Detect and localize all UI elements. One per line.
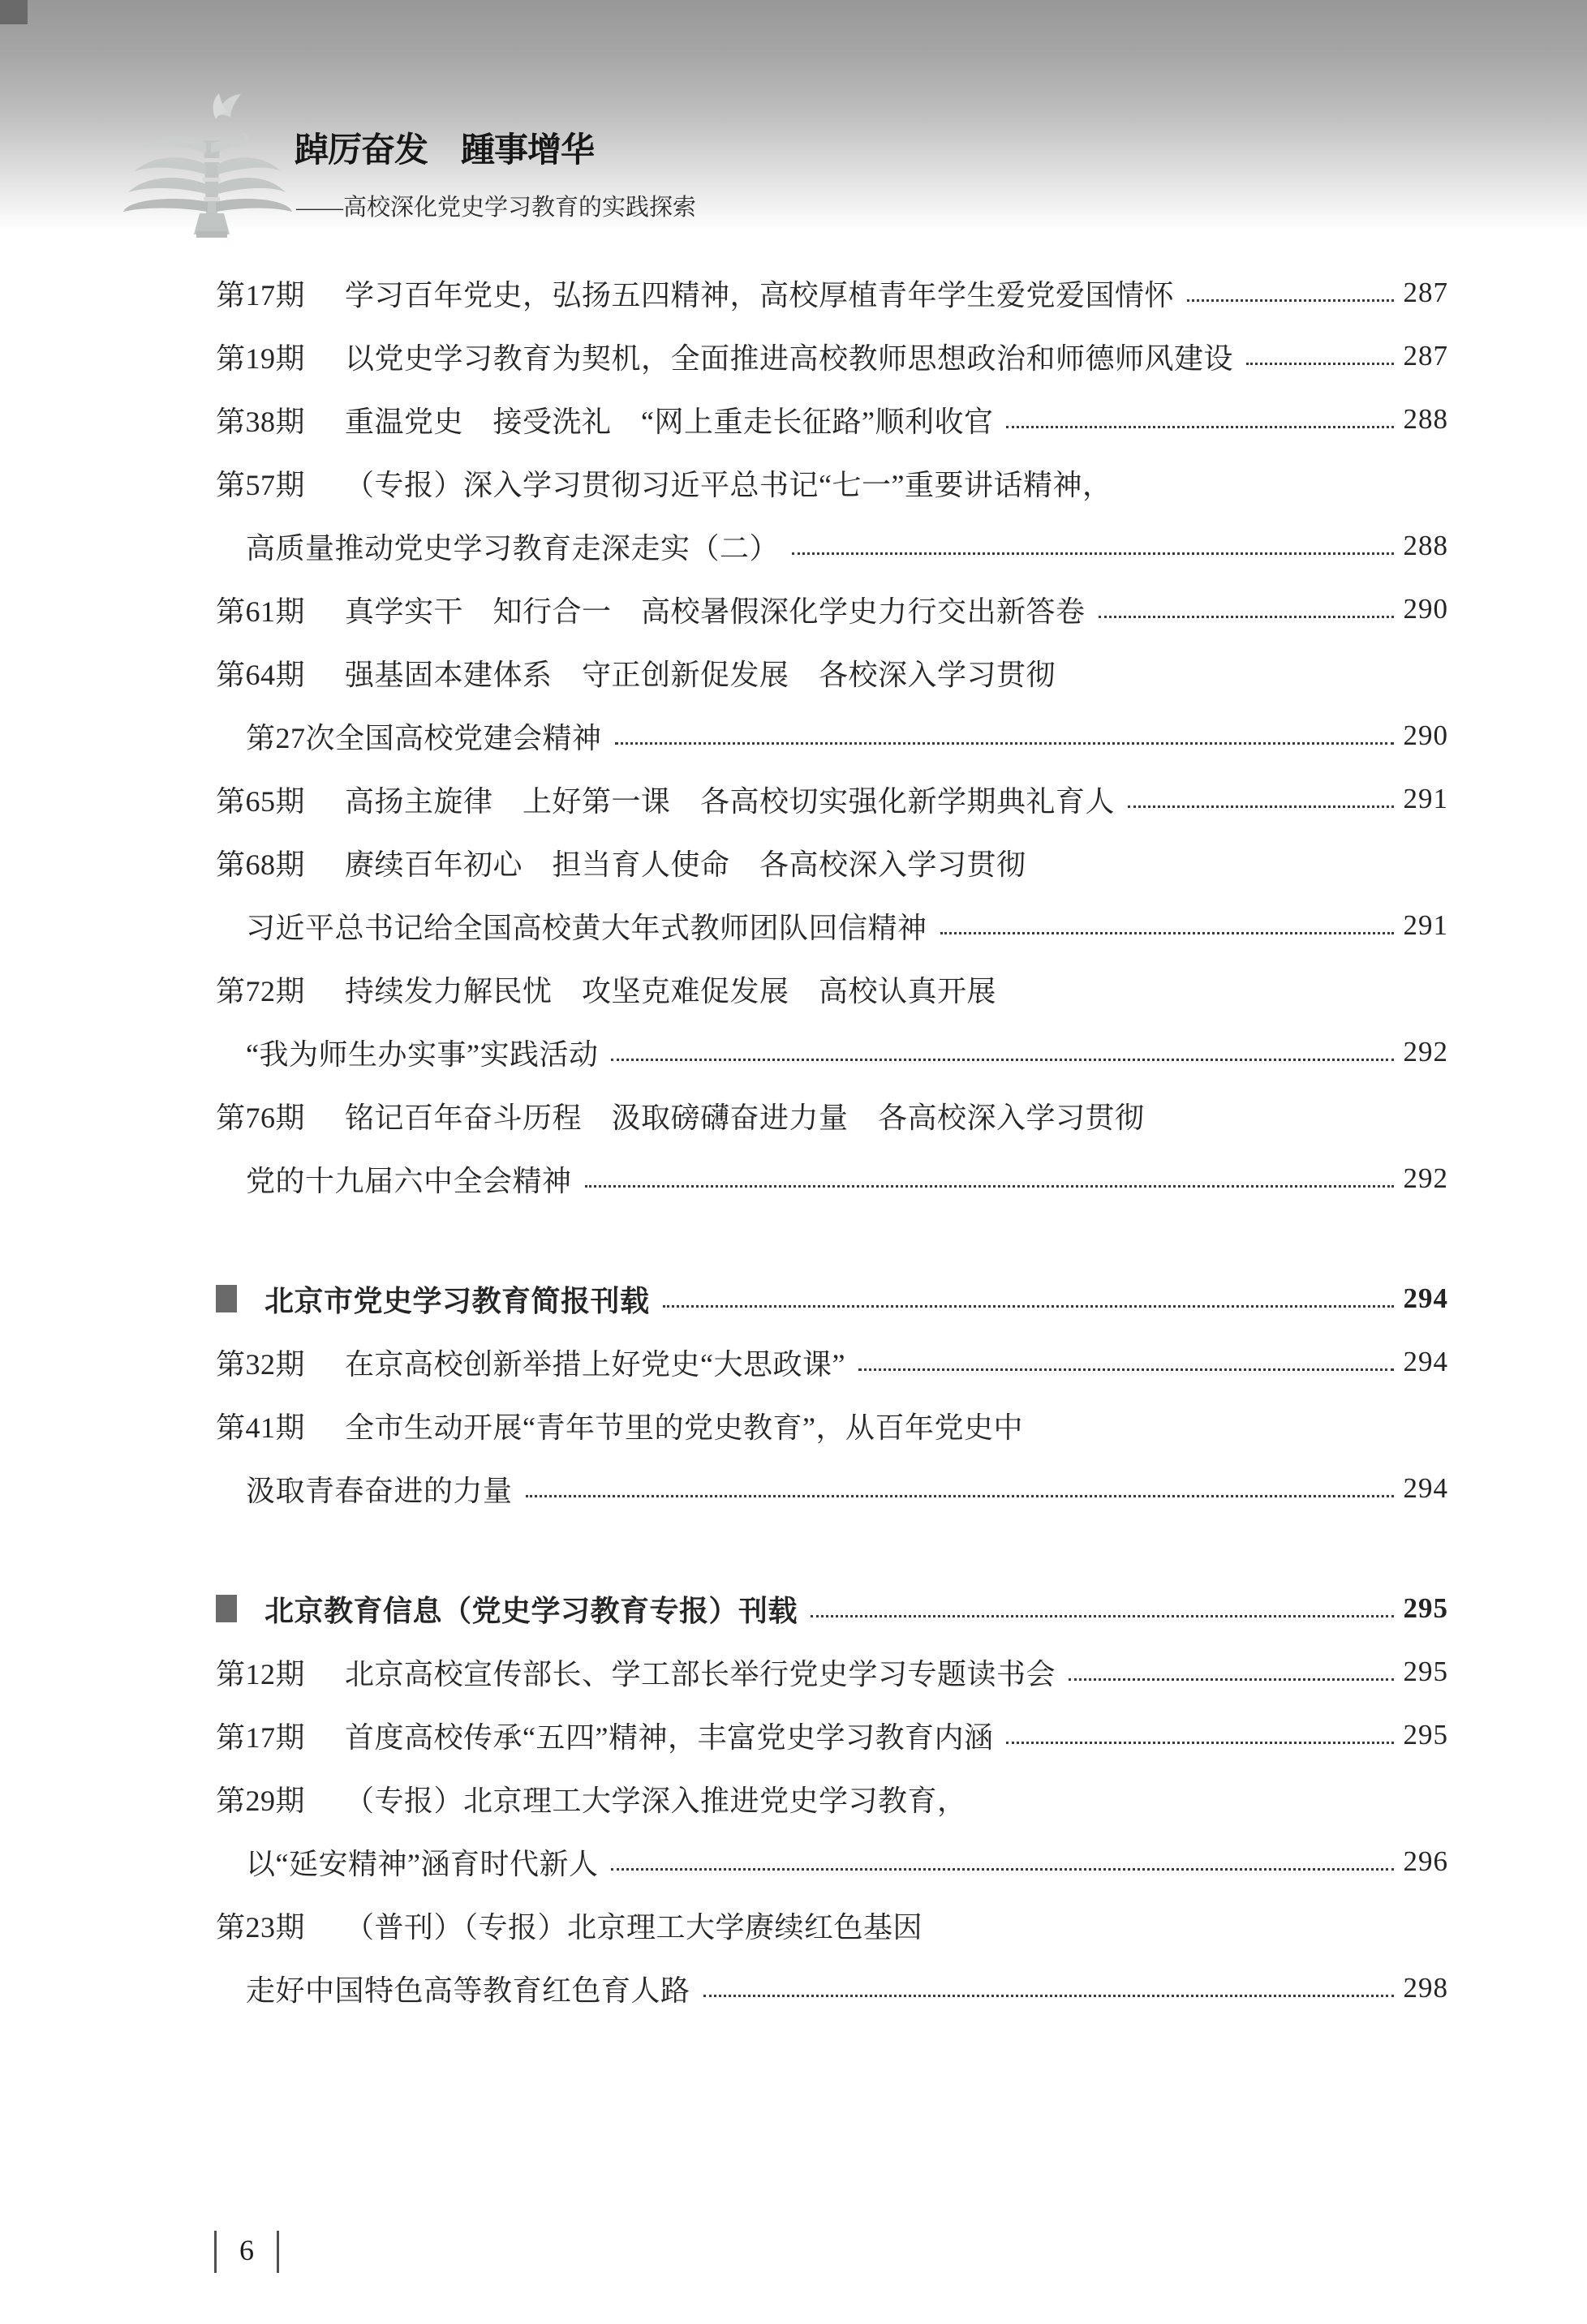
toc-entry-title: 高质量推动党史学习教育走深走实（二） xyxy=(246,531,780,565)
dotted-leader xyxy=(611,1868,1393,1871)
toc-row xyxy=(216,704,1448,767)
toc-entry-label: 第72期 xyxy=(216,974,306,1007)
toc-row xyxy=(216,1893,1448,1957)
toc-row xyxy=(216,1084,1448,1147)
page-footer xyxy=(214,2231,279,2273)
toc-entry-title: 全市生动开展“青年节里的党史教育”，从百年党史中 xyxy=(345,1411,1023,1444)
toc-entry-page: 295 xyxy=(1403,1656,1448,1687)
toc-entry-title: （专报）北京理工大学深入推进党史学习教育， xyxy=(345,1784,967,1817)
toc-entry-title: 强基固本建体系 守正创新促发展 各校深入学习贯彻 xyxy=(345,658,1056,691)
toc-entry-title: 以党史学习教育为契机，全面推进高校教师思想政治和师德师风建设 xyxy=(345,342,1234,375)
toc-row xyxy=(216,388,1448,451)
dotted-leader xyxy=(615,742,1394,745)
book-subtitle: ——高校深化党史学习教育的实践探索 xyxy=(296,195,697,221)
toc-entry-page: 290 xyxy=(1403,720,1448,751)
toc-row xyxy=(216,451,1448,514)
dotted-leader xyxy=(811,1615,1393,1617)
toc-entry-label: 第17期 xyxy=(216,278,306,311)
toc-row xyxy=(216,514,1448,578)
toc-row xyxy=(216,1640,1448,1703)
toc-row xyxy=(216,894,1448,957)
corner-block xyxy=(0,0,28,24)
toc-row xyxy=(216,957,1448,1020)
toc-entry-page: 292 xyxy=(1403,1162,1448,1194)
toc-entry-page: 291 xyxy=(1403,783,1448,814)
toc-entry-title: 第27次全国高校党建会精神 xyxy=(246,721,602,754)
toc-entry-page: 295 xyxy=(1403,1719,1448,1751)
toc-entry-page: 294 xyxy=(1403,1472,1448,1504)
toc-entry-title: 习近平总书记给全国高校黄大年式教师团队回信精神 xyxy=(246,911,927,944)
dotted-leader xyxy=(526,1495,1394,1497)
toc-entry-page: 287 xyxy=(1403,277,1448,308)
leaf-tree-logo-icon xyxy=(122,84,294,239)
toc-entry-label: 第17期 xyxy=(216,1720,306,1754)
toc-entry-title: 党的十九届六中全会精神 xyxy=(246,1164,572,1197)
toc-entry-label: 第76期 xyxy=(216,1101,306,1134)
toc-row xyxy=(216,1147,1448,1210)
toc-row xyxy=(216,831,1448,894)
toc-entry-title: （普刊）（专报）北京理工大学赓续红色基因 xyxy=(345,1910,923,1944)
toc-entry-title: 高扬主旋律 上好第一课 各高校切实强化新学期典礼育人 xyxy=(345,784,1116,818)
toc-entry-page: 288 xyxy=(1403,530,1448,561)
toc-entry-title: 以“延安精神”涵育时代新人 xyxy=(246,1847,599,1880)
toc-entry-title: 铭记百年奋斗历程 汲取磅礴奋进力量 各高校深入学习贯彻 xyxy=(345,1101,1145,1134)
toc-row xyxy=(216,641,1448,704)
footer-left-bar xyxy=(214,2231,217,2273)
toc-entry-title: （专报）深入学习贯彻习近平总书记“七一”重要讲话精神， xyxy=(345,468,1112,501)
toc-section-row xyxy=(216,1267,1448,1330)
dotted-leader xyxy=(1246,363,1393,365)
toc-entry-label: 第23期 xyxy=(216,1910,306,1944)
toc-section-row xyxy=(216,1577,1448,1640)
book-title: 踔厉奋发 踵事增华 xyxy=(295,132,595,170)
toc-row xyxy=(216,1457,1448,1520)
toc-entry-label: 第41期 xyxy=(216,1411,306,1444)
toc-row xyxy=(216,261,1448,324)
toc-entry-page: 288 xyxy=(1403,403,1448,435)
dotted-leader xyxy=(585,1185,1394,1188)
toc-entry-title: 首度高校传承“五四”精神，丰富党史学习教育内涵 xyxy=(345,1720,994,1754)
toc-row xyxy=(216,767,1448,831)
toc-entry-page: 290 xyxy=(1403,593,1448,625)
dotted-leader xyxy=(1099,616,1394,618)
toc-row xyxy=(216,1767,1448,1830)
toc-entry-label: 第38期 xyxy=(216,405,306,438)
dotted-leader xyxy=(858,1368,1394,1371)
toc-entry-label: 第32期 xyxy=(216,1347,306,1381)
toc-entry-page: 291 xyxy=(1403,909,1448,941)
dotted-leader xyxy=(1187,299,1393,302)
toc-row xyxy=(216,1703,1448,1767)
toc xyxy=(216,261,1448,2020)
toc-row xyxy=(216,1020,1448,1084)
toc-entry-label: 第61期 xyxy=(216,595,306,628)
toc-entry-title: 在京高校创新举措上好党史“大思政课” xyxy=(345,1347,845,1381)
toc-entry-label: 第57期 xyxy=(216,468,306,501)
toc-entry-label: 第65期 xyxy=(216,784,306,818)
toc-entry-page: 292 xyxy=(1403,1036,1448,1067)
dotted-leader xyxy=(940,932,1394,934)
section-marker-icon xyxy=(216,1595,237,1622)
footer-right-bar xyxy=(277,2231,279,2273)
toc-entry-label: 第29期 xyxy=(216,1784,306,1817)
toc-section-title: 北京市党史学习教育简报刊载 xyxy=(264,1284,650,1317)
toc-entry-title: 北京高校宣传部长、学工部长举行党史学习专题读书会 xyxy=(345,1657,1056,1690)
toc-entry-page: 295 xyxy=(1403,1592,1448,1624)
dotted-leader xyxy=(663,1305,1394,1308)
toc-entry-title: 赓续百年初心 担当育人使命 各高校深入学习贯彻 xyxy=(345,848,1026,881)
toc-row xyxy=(216,324,1448,388)
toc-entry-title: 汲取青春奋进的力量 xyxy=(246,1474,513,1507)
toc-entry-page: 287 xyxy=(1403,340,1448,372)
page-number: 6 xyxy=(239,2234,254,2266)
toc-entry-label: 第19期 xyxy=(216,342,306,375)
toc-entry-label: 第64期 xyxy=(216,658,306,691)
dotted-leader xyxy=(1006,1742,1393,1744)
toc-entry-label: 第12期 xyxy=(216,1657,306,1690)
toc-entry-title: 学习百年党史，弘扬五四精神，高校厚植青年学生爱党爱国情怀 xyxy=(345,278,1175,311)
toc-row xyxy=(216,1957,1448,2020)
toc-entry-title: 重温党史 接受洗礼 “网上重走长征路”顺利收官 xyxy=(345,405,994,438)
dotted-leader xyxy=(611,1059,1393,1061)
toc-entry-page: 298 xyxy=(1403,1972,1448,2004)
toc-row xyxy=(216,1394,1448,1457)
toc-entry-page: 294 xyxy=(1403,1282,1448,1314)
toc-section-title: 北京教育信息（党史学习教育专报）刊载 xyxy=(264,1594,798,1627)
dotted-leader xyxy=(1128,805,1393,808)
dotted-leader xyxy=(703,1995,1394,1997)
toc-entry-title: 走好中国特色高等教育红色育人路 xyxy=(246,1974,690,2007)
toc-row xyxy=(216,578,1448,641)
dotted-leader xyxy=(1069,1678,1393,1681)
section-marker-icon xyxy=(216,1285,237,1312)
toc-entry-page: 294 xyxy=(1403,1346,1448,1377)
toc-row xyxy=(216,1830,1448,1893)
dotted-leader xyxy=(1006,426,1393,428)
toc-entry-title: 真学实干 知行合一 高校暑假深化学史力行交出新答卷 xyxy=(345,595,1086,628)
dotted-leader xyxy=(792,552,1393,555)
toc-entry-page: 296 xyxy=(1403,1845,1448,1877)
toc-entry-label: 第68期 xyxy=(216,848,306,881)
toc-entry-title: “我为师生办实事”实践活动 xyxy=(246,1037,599,1071)
toc-entry-title: 持续发力解民忧 攻坚克难促发展 高校认真开展 xyxy=(345,974,997,1007)
toc-row xyxy=(216,1330,1448,1394)
